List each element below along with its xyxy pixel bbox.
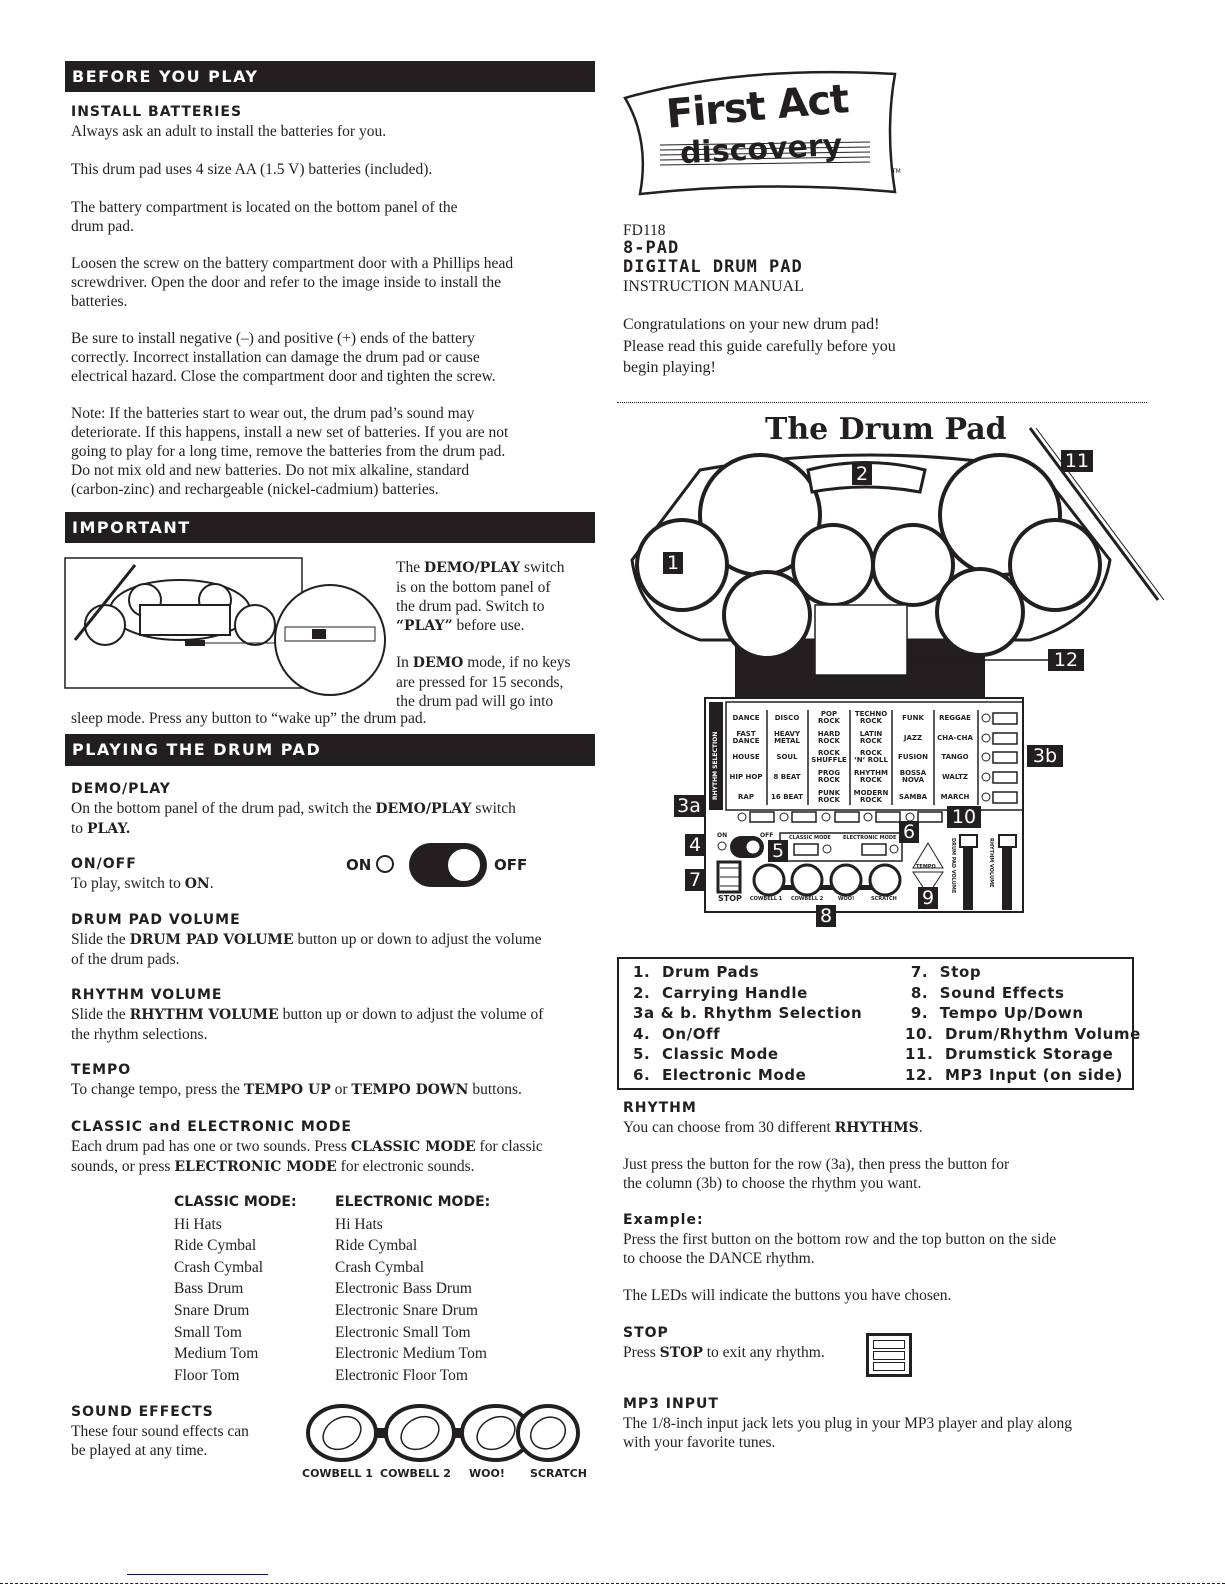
effect-label: COWBELL 2 (791, 896, 824, 902)
section-bar-before-you-play: BEFORE YOU PLAY (65, 61, 595, 92)
callout-11: 11 (1061, 450, 1093, 472)
rhythm-option: SAMBA (898, 793, 928, 801)
rhythm-option: POP ROCK (818, 710, 840, 725)
manual-title: INSTRUCTION MANUAL (623, 278, 804, 295)
important-text-1 (396, 558, 564, 636)
switch-on-label: ON (346, 856, 372, 874)
callout-2: 2 (852, 463, 872, 485)
sound-effect-label: COWBELL 2 (380, 1467, 451, 1480)
logo-subtext: discovery (679, 127, 844, 172)
first-act-discovery-logo (620, 70, 905, 198)
rhythm-option: LATIN ROCK (859, 730, 883, 745)
classic-mode-column (174, 1192, 297, 1386)
led-icon (376, 855, 394, 873)
effect-label: WOO! (838, 896, 855, 902)
rhythm-option: FAST DANCE (732, 730, 760, 745)
rhythm-option: CHA-CHA (937, 734, 973, 742)
drum-pad-volume-heading: DRUM PAD VOLUME (71, 912, 241, 928)
rhythm-option: SOUL (776, 753, 798, 761)
drum-pad-volume-label: DRUM PAD VOLUME (950, 838, 956, 894)
text: . (209, 875, 214, 892)
install-text-6: Note: If the batteries start to wear out, the drum pad’s sound may deteriorate. If this happens, install a new set of batteries. If you are not going to play for a long time, remove the batteries from the drum pad. Do not mix old and new batteries. Do not mix alkaline, standard (carbon-zinc) and rechargeable (nickel-cadmium) batteries. (71, 405, 509, 498)
switch-off-label: OFF (494, 856, 528, 874)
text: You can choose from 30 different (623, 1119, 835, 1136)
rhythm-option: WALTZ (942, 773, 968, 781)
demo-switch-illustration (60, 555, 390, 715)
rhythm-option: MARCH (940, 793, 970, 801)
rhythm-option: HARD ROCK (817, 730, 841, 745)
electronic-mode-column (335, 1192, 490, 1386)
install-text-3: The battery compartment is located on the bottom panel of the drum pad. (71, 199, 458, 235)
rhythm-option: TECHNO ROCK (854, 710, 888, 725)
rhythm-option: FUSION (898, 753, 928, 761)
rhythm-option: 16 BEAT (771, 793, 803, 801)
callout-12: 12 (1048, 649, 1084, 671)
sound-effect-label: COWBELL 1 (302, 1467, 373, 1480)
on-off-text (71, 874, 214, 894)
text: for electronic sounds. (336, 1158, 475, 1175)
text: Each drum pad has one or two sounds. Press (71, 1138, 351, 1155)
classic-mode-header: CLASSIC MODE: (174, 1194, 297, 1210)
rhythm-volume-text (71, 1005, 543, 1044)
text: or (330, 1081, 352, 1098)
rhythm-option: 8 BEAT (773, 773, 801, 781)
important-text-2 (396, 653, 571, 711)
text: The (396, 559, 424, 576)
text: for classic sounds, or press (71, 1138, 543, 1175)
callout-7: 7 (685, 869, 705, 891)
switch-knob (445, 846, 483, 884)
effect-label: SCRATCH (871, 896, 897, 902)
rhythm-option: HOUSE (732, 753, 760, 761)
product-name-1: 8-PAD (623, 238, 680, 258)
drum-pad-diagram (620, 410, 1170, 940)
bold-text: PLAY. (86, 821, 131, 837)
rhythm-option: ROCK ‘N’ ROLL (854, 749, 888, 764)
effect-label: COWBELL 1 (750, 896, 783, 902)
on-off-heading: ON/OFF (71, 856, 137, 872)
bold-text: DRUM PAD VOLUME (129, 932, 294, 948)
rhythm-option: REGGAE (939, 714, 971, 722)
leds-text: The LEDs will indicate the buttons you have chosen. (623, 1287, 952, 1304)
drum-pad-volume-text (71, 930, 542, 969)
text: button up or down to adjust the volume of the rhythm selections. (71, 1006, 544, 1043)
text: button up or down to adjust the volume of the drum pads. (71, 931, 542, 968)
rhythm-instructions: Just press the button for the row (3a), then press the button for the column (3b) to choose the rhythm you want. (623, 1156, 1010, 1192)
rhythm-option: MODERN ROCK (853, 789, 889, 804)
tempo-heading: TEMPO (71, 1062, 132, 1078)
text: before use. (452, 617, 525, 634)
rhythm-option: DISCO (774, 714, 800, 722)
sound-effect-label: SCRATCH (530, 1467, 587, 1480)
install-text-5: Be sure to install negative (–) and positive (+) ends of the battery correctly. Incorrect installation can damage the drum pad or cause electrical hazard. Close the compartment door and tighten the screw. (71, 330, 496, 385)
rhythm-option: BOSSA NOVA (899, 769, 927, 784)
product-name-2: DIGITAL DRUM PAD (623, 257, 803, 277)
callout-3a: 3a (674, 795, 704, 817)
tempo-text (71, 1080, 522, 1100)
text: On the bottom panel of the drum pad, switch the (71, 800, 376, 817)
install-batteries-heading: INSTALL BATTERIES (71, 104, 243, 120)
text: mode, if no keys are pressed for 15 seconds, the drum pad will go into (396, 654, 571, 710)
section-bar-important: IMPORTANT (65, 512, 595, 543)
sound-effects-text: These four sound effects can be played at any time. (71, 1423, 249, 1459)
electronic-mode-list: Hi Hats Ride Cymbal Crash Cymbal Electronic Bass Drum Electronic Snare Drum Electronic Small Tom Electronic Medium Tom Electronic Floor Tom (335, 1215, 487, 1384)
panel-off-label: OFF (760, 832, 774, 839)
text: Slide the (71, 1006, 130, 1023)
logo-text: First Act (664, 76, 851, 138)
panel-on-label: ON (717, 832, 728, 839)
stop-button-icon (866, 1333, 912, 1377)
rhythm-option: TANGO (941, 753, 969, 761)
tempo-label: TEMPO (916, 864, 936, 870)
electronic-mode-header: ELECTRONIC MODE: (335, 1194, 491, 1210)
bold-text: CLASSIC MODE (350, 1139, 476, 1155)
sound-effect-pads-illustration (300, 1402, 585, 1464)
callout-3b: 3b (1027, 745, 1063, 767)
text: . (918, 1119, 923, 1136)
rhythm-volume-heading: RHYTHM VOLUME (71, 987, 223, 1003)
text: In (396, 654, 413, 671)
sound-effect-label: WOO! (469, 1467, 505, 1480)
dotted-divider (617, 402, 1147, 403)
mp3-input-heading: MP3 INPUT (623, 1396, 719, 1412)
text: switch is on the bottom panel of the drum pad. Switch to (396, 559, 565, 615)
bold-text: DEMO/PLAY (375, 801, 472, 817)
stop-text (623, 1343, 825, 1363)
callout-9: 9 (918, 887, 938, 909)
bold-text: TEMPO UP (243, 1082, 331, 1098)
rhythm-option: ROCK SHUFFLE (811, 749, 847, 764)
rhythm-option: DANCE (732, 714, 760, 722)
mode-text (71, 1137, 543, 1177)
legend-right-column: 7. Stop 8. Sound Effects 9. Tempo Up/Down 10. Drum/Rhythm Volume 11. Drumstick Storage 12. MP3 Input (on side) (905, 963, 1141, 1084)
rhythm-selection-label: RHYTHM SELECTION (712, 731, 719, 800)
bold-text: DEMO (412, 655, 464, 671)
rhythm-heading: RHYTHM (623, 1100, 697, 1116)
rhythm-option: RHYTHM ROCK (854, 769, 888, 784)
important-text-3: sleep mode. Press any button to “wake up” the drum pad. (71, 710, 427, 727)
text: Slide the (71, 931, 130, 948)
text: To play, switch to (71, 875, 185, 892)
drum-pad-title: The Drum Pad (765, 412, 1007, 447)
demo-play-heading: DEMO/PLAY (71, 781, 171, 797)
text: buttons. (468, 1081, 522, 1098)
demo-play-text (71, 799, 516, 839)
bold-text: DEMO/PLAY (423, 560, 521, 576)
stop-heading: STOP (623, 1325, 669, 1341)
callout-10: 10 (947, 806, 981, 828)
mp3-input-text: The 1/8-inch input jack lets you plug in your MP3 player and play along with your favorite tunes. (623, 1415, 1072, 1451)
link-underline (127, 1574, 268, 1575)
text: To change tempo, press the (71, 1081, 244, 1098)
example-heading: Example: (623, 1212, 704, 1228)
rhythm-option: RAP (738, 793, 754, 801)
sound-effects-heading: SOUND EFFECTS (71, 1404, 214, 1420)
diagram-legend (617, 957, 1141, 1090)
install-text-2: This drum pad uses 4 size AA (1.5 V) batteries (included). (71, 161, 433, 178)
rhythm-option: HIP HOP (729, 773, 763, 781)
bold-text: ELECTRONIC MODE (174, 1159, 337, 1175)
install-text-4: Loosen the screw on the battery compartment door with a Phillips head screwdriver. Open the door and refer to the image inside to install the batteries. (71, 255, 514, 310)
bold-text: TEMPO DOWN (351, 1082, 469, 1098)
mode-heading: CLASSIC and ELECTRONIC MODE (71, 1119, 352, 1135)
text: Press (623, 1344, 660, 1361)
on-off-switch-illustration (346, 843, 536, 887)
model-number: FD118 (623, 222, 666, 239)
callout-8: 8 (816, 905, 836, 927)
install-text-1: Always ask an adult to install the batteries for you. (71, 123, 387, 140)
rhythm-option: HEAVY METAL (773, 730, 801, 745)
section-bar-playing: PLAYING THE DRUM PAD (65, 734, 595, 766)
text: switch to (71, 800, 516, 837)
stop-label: STOP (718, 894, 742, 903)
bold-text: RHYTHMS (834, 1120, 919, 1136)
trademark: TM (892, 168, 901, 175)
example-text: Press the first button on the bottom row and the top button on the side to choose the DANCE rhythm. (623, 1231, 1057, 1267)
rhythm-option: PUNK ROCK (817, 789, 841, 804)
rhythm-volume-label: RHYTHM VOLUME (988, 838, 994, 888)
legend-left-column: 1. Drum Pads 2. Carrying Handle 3a & b. Rhythm Selection 4. On/Off 5. Classic Mode 6. Electronic Mode (633, 963, 863, 1084)
callout-4: 4 (685, 834, 705, 856)
electronic-mode-label: ELECTRONIC MODE (843, 835, 897, 841)
classic-mode-label: CLASSIC MODE (789, 835, 831, 841)
text: to exit any rhythm. (702, 1344, 825, 1361)
bold-text: STOP (659, 1345, 703, 1361)
bold-text: “PLAY” (396, 618, 453, 634)
rhythm-option: FUNK (902, 714, 924, 722)
rhythm-text (623, 1118, 923, 1138)
rhythm-option: PROG ROCK (817, 769, 841, 784)
callout-1: 1 (663, 552, 683, 574)
callout-6: 6 (899, 821, 919, 843)
rhythm-option: JAZZ (903, 734, 923, 742)
congrats-text: Congratulations on your new drum pad! Please read this guide carefully before you begin playing! (623, 316, 896, 376)
bold-text: RHYTHM VOLUME (129, 1007, 279, 1023)
bold-text: ON (184, 876, 210, 892)
callout-5: 5 (768, 840, 788, 862)
page-edge (0, 1583, 1225, 1584)
classic-mode-list: Hi Hats Ride Cymbal Crash Cymbal Bass Drum Snare Drum Small Tom Medium Tom Floor Tom (174, 1215, 264, 1384)
